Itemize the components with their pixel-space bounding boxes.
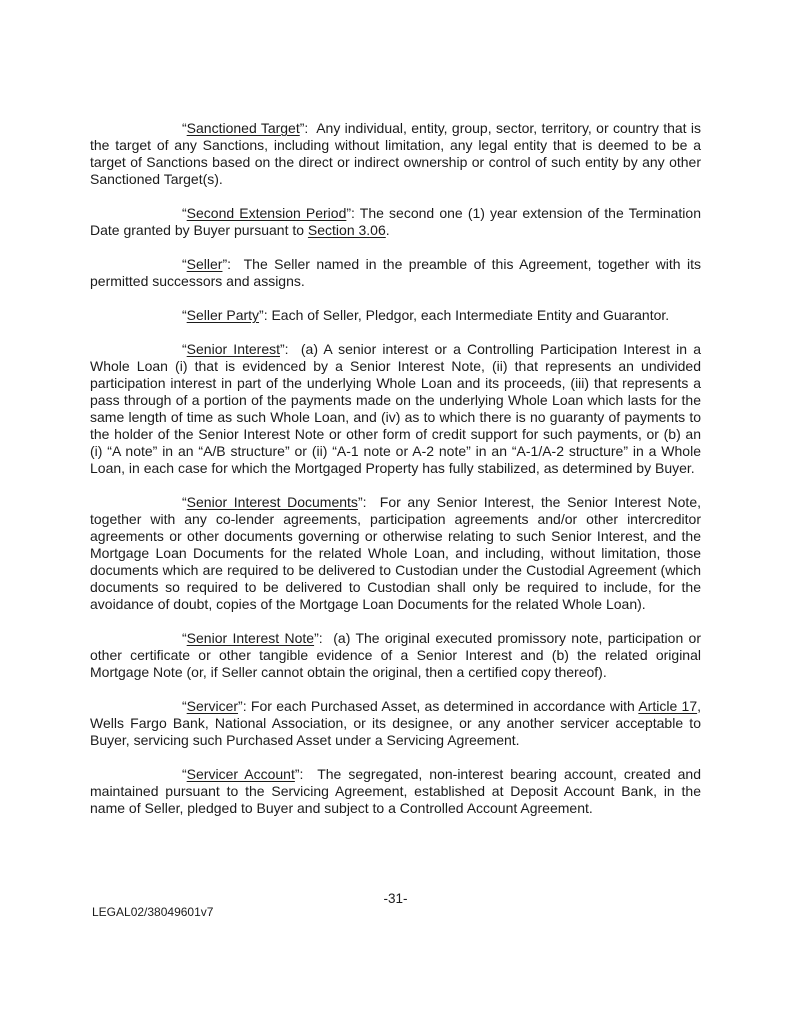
paragraph-text: “ bbox=[182, 494, 187, 510]
definition-paragraph-servicer bbox=[90, 698, 701, 749]
document-id-footer: LEGAL02/38049601v7 bbox=[92, 905, 214, 919]
defined-term: Second Extension Period bbox=[186, 205, 347, 221]
definition-paragraph-servicer-account bbox=[90, 766, 701, 817]
paragraph-text: “ bbox=[182, 120, 187, 136]
paragraph-text: “ bbox=[182, 630, 187, 646]
defined-term: Servicer bbox=[186, 698, 239, 714]
definition-paragraph-senior-interest-note bbox=[90, 630, 701, 681]
definition-paragraph-senior-interest bbox=[90, 341, 701, 477]
definition-paragraph-sanctioned-target bbox=[90, 120, 701, 188]
defined-term: Seller bbox=[186, 256, 223, 272]
defined-term: Senior Interest Documents bbox=[186, 494, 358, 510]
paragraph-text: “ bbox=[182, 766, 187, 782]
paragraph-text: “ bbox=[182, 341, 187, 357]
definition-paragraph-senior-interest-documents bbox=[90, 494, 701, 613]
defined-term: Servicer Account bbox=[186, 766, 295, 782]
defined-term: Sanctioned Target bbox=[186, 120, 300, 136]
paragraph-text: ”: The second one (1) year extension of the Termination Date granted by Buyer pursuant to bbox=[90, 205, 701, 238]
paragraph-text: ”: Each of Seller, Pledgor, each Intermediate Entity and Guarantor. bbox=[259, 307, 670, 323]
defined-term: Seller Party bbox=[186, 307, 260, 323]
page-number: -31- bbox=[383, 891, 408, 906]
paragraph-text: “ bbox=[182, 256, 187, 272]
cross-reference: Section 3.06 bbox=[307, 222, 386, 238]
definition-paragraph-seller-party bbox=[90, 307, 701, 324]
paragraph-text: ”: For each Purchased Asset, as determined in accordance with bbox=[238, 698, 639, 714]
definition-paragraph-second-extension-period bbox=[90, 205, 701, 239]
paragraph-text: . bbox=[385, 222, 390, 238]
paragraph-text: ”: (a) A senior interest or a Controlling Participation Interest in a Whole Loan (i) that is evidenced by a Senior Interest Note, (ii) that represents an undivided participation interest in part of the underlying Whole Loan and its proceeds, (iii) that represents a pass through of a portion of the payments made on the underlying Whole Loan which lasts for the same length of time as such Whole Loan, and (iv) as to which there is no guaranty of payments to the holder of the Senior Interest Note or other form of credit support for such payments, or (b) an (i) “A note” in an “A/B structure” or (ii) “A-1 note or A-2 note” in an “A-1/A-2 structure” in a Whole Loan, in each case for which the Mortgaged Property has fully stabilized, as determined by Buyer. bbox=[90, 341, 701, 476]
paragraph-text: , Wells Fargo Bank, National Association, or its designee, or any another servicer acceptable to Buyer, servicing such Purchased Asset under a Servicing Agreement. bbox=[90, 698, 701, 748]
paragraph-text: ”: (a) The original executed promissory note, participation or other certificate or other tangible evidence of a Senior Interest and (b) the related original Mortgage Note (or, if Seller cannot obtain the original, then a certified copy thereof). bbox=[90, 630, 702, 680]
paragraph-text: ”: For any Senior Interest, the Senior Interest Note, together with any co-lender agreements, participation agreements and/or other intercreditor agreements or other documents governing or otherwise relating to such Senior Interest, and the Mortgage Loan Documents for the related Whole Loan, and including, without limitation, those documents which are required to be delivered to Custodian under the Custodial Agreement (which documents so required to be delivered to Custodian shall only be required to include, for the avoidance of doubt, copies of the Mortgage Loan Documents for the related Whole Loan). bbox=[90, 494, 701, 612]
paragraph-text: “ bbox=[182, 698, 187, 714]
cross-reference: Article 17 bbox=[638, 698, 698, 714]
paragraph-text: ”: The segregated, non-interest bearing account, created and maintained pursuant to the Servicing Agreement, established at Deposit Account Bank, in the name of Seller, pledged to Buyer and subject to a Controlled Account Agreement. bbox=[90, 766, 701, 816]
paragraph-text: “ bbox=[182, 307, 187, 323]
defined-term: Senior Interest bbox=[186, 341, 280, 357]
paragraph-text: ”: The Seller named in the preamble of this Agreement, together with its permitted successors and assigns. bbox=[90, 256, 701, 289]
paragraph-text: “ bbox=[182, 205, 187, 221]
definition-paragraph-seller bbox=[90, 256, 701, 290]
paragraph-text: ”: Any individual, entity, group, sector, territory, or country that is the target of any Sanctions, including without limitation, any legal entity that is deemed to be a target of Sanctions based on the direct or indirect ownership or control of such entity by any other Sanctioned Target(s). bbox=[90, 120, 701, 187]
definitions-section bbox=[90, 120, 701, 817]
defined-term: Senior Interest Note bbox=[186, 630, 315, 646]
